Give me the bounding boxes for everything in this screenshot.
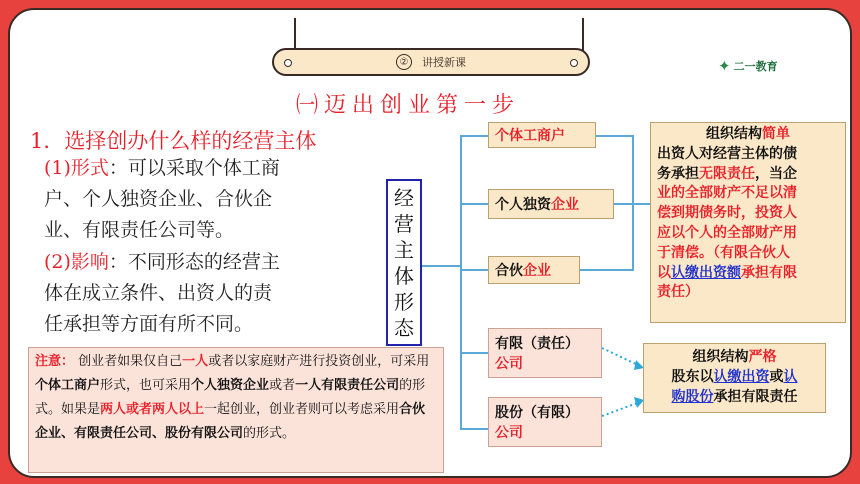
vertical-char: 体: [394, 263, 414, 288]
info-text: 组织结构: [706, 126, 762, 142]
form-paragraph: [44, 153, 364, 246]
effect-label: (2)影响: [44, 251, 109, 273]
entity-label-red: 公司: [495, 356, 523, 372]
info-text-link: 认缴出资额: [671, 264, 741, 281]
note-text-bold: 人独资企业: [204, 378, 270, 393]
form-label: (1)形式: [44, 157, 109, 179]
info-text-link: 认: [783, 369, 798, 385]
info-text-link: 购股份: [671, 389, 714, 405]
info-text-link: 认缴出资: [713, 369, 770, 385]
note-text: 一起创业，创业者则可以考虑采: [204, 402, 387, 417]
info-text-red: 业的全部财产不足以清: [657, 185, 797, 202]
vertical-char: 形: [394, 289, 414, 314]
slide: [8, 8, 852, 478]
note-label: 注意：: [35, 354, 75, 369]
vertical-char: 态: [394, 315, 414, 340]
branch-4: [460, 352, 490, 354]
note-text: 用: [386, 402, 400, 417]
note-text: 形式，也可采用: [100, 378, 192, 393]
entity-label: 个人独资: [495, 197, 551, 213]
info-text: 务承担: [657, 165, 699, 182]
bracket-top: [596, 135, 634, 137]
bracket-bottom: [580, 269, 634, 271]
note-text-bold: 个: [191, 378, 205, 393]
effect-text-1: ：不同形态的经营主: [108, 251, 280, 273]
branch-2: [460, 203, 490, 205]
info-text: 出资人对经营主体的债: [657, 145, 797, 162]
pill-dot-right: [570, 59, 578, 67]
note-text: 创业者如果仅自己: [78, 354, 183, 369]
form-text-2: 户、个人独资企业、合伙企: [44, 188, 273, 210]
vertical-label: [386, 179, 422, 346]
info-text-red: 严格: [748, 349, 777, 365]
info-text: 组织结构: [692, 349, 749, 365]
heading-1: 1．选择创办什么样的经营主体: [30, 129, 317, 153]
branch-1: [460, 135, 490, 137]
logo: [718, 57, 778, 75]
note-text: 的形式。: [243, 426, 296, 441]
page-title: ㈠迈出创业第一步: [296, 93, 521, 118]
entity-label: 个体工商户: [495, 128, 565, 144]
form-text-1: ：可以采取个体工商: [108, 157, 280, 179]
section-label: 讲授新课: [422, 56, 466, 69]
effect-text-3: 任承担等方面有所不同。: [44, 313, 254, 335]
note-text-bold: 合伙企业、有限责任公司、股份有限公司: [35, 402, 426, 441]
note-box: [28, 347, 444, 473]
note-text-red: 一人: [182, 354, 209, 369]
note-text-bold: 一人有限责任公司: [295, 378, 400, 393]
tree-trunk: [460, 135, 462, 430]
note-text-bold: 个体工商户: [35, 378, 101, 393]
note-text: 的形式。如果是: [35, 378, 426, 417]
pill-dot-left: [284, 59, 292, 67]
info-text-red: 简单: [762, 126, 790, 142]
info-text-red: 以: [657, 264, 671, 281]
info-box-unlimited: [650, 122, 846, 323]
form-text-3: 业、有限责任公司等。: [44, 219, 235, 241]
note-text: 行投资创业，可采用: [312, 354, 430, 369]
vertical-char: 经: [394, 185, 414, 210]
entity-limited-company: [488, 328, 602, 378]
info-text-red: 于清偿。（有限合伙人: [657, 244, 790, 261]
branch-3: [460, 269, 490, 271]
entity-partnership: [488, 256, 580, 284]
note-text: 或者以家庭财产进: [208, 354, 313, 369]
effect-paragraph: [44, 247, 364, 340]
entity-label: 有限（责任）: [495, 336, 579, 352]
entity-joint-stock-company: [488, 397, 602, 447]
info-text: 承担有限责任: [713, 389, 798, 405]
entity-label: 合伙: [495, 263, 523, 279]
section-pill: [272, 48, 590, 76]
entity-individual-enterprise: [488, 189, 614, 219]
info-text: ，当企: [755, 165, 797, 182]
logo-text: 二一教育: [733, 60, 778, 73]
entity-sole-proprietor: [488, 122, 596, 148]
info-text: 股东以: [671, 369, 714, 385]
section-number: ②: [396, 54, 412, 70]
vertical-char: 主: [394, 237, 414, 262]
tree-stem: [422, 265, 460, 267]
info-text-red: 承担有限: [741, 264, 797, 281]
info-text: 或: [769, 369, 784, 385]
runner-icon: ✦: [718, 57, 731, 75]
note-text-red: 两人或者两人以上: [100, 402, 205, 417]
info-text-red: 责任）: [657, 284, 699, 301]
entity-label-red: 公司: [495, 425, 523, 441]
effect-text-2: 体在成立条件、出资人的责: [44, 282, 273, 304]
dotted-arrows: [600, 340, 646, 420]
entity-label: 股份（有限）: [495, 405, 579, 421]
entity-label-red: 企业: [523, 263, 551, 279]
info-text-red: 无限责任: [699, 165, 755, 182]
branch-5: [460, 428, 490, 430]
info-box-limited: [643, 343, 826, 413]
bracket-mid: [614, 203, 650, 205]
info-text-red: 偿到期债务时，投资人: [657, 205, 797, 222]
info-text-red: 应以个人的全部财产用: [657, 224, 797, 241]
entity-label-red: 企业: [551, 197, 579, 213]
vertical-char: 营: [394, 211, 414, 236]
note-text: 或者: [269, 378, 296, 393]
